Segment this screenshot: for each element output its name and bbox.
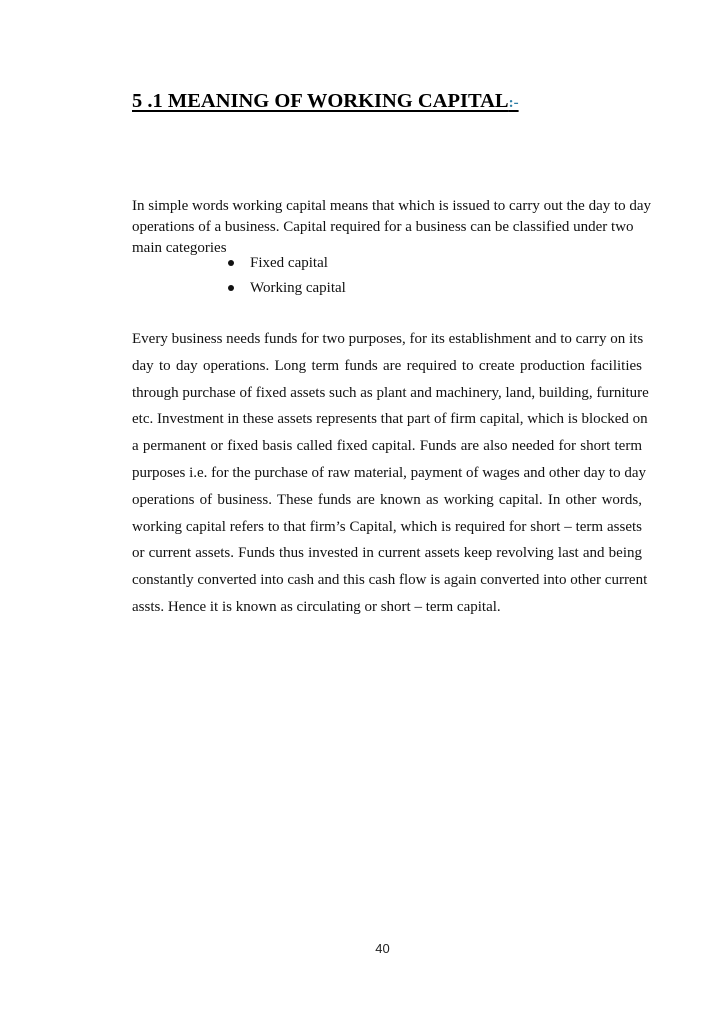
- section-heading-title: 5 .1 MEANING OF WORKING CAPITAL: [132, 90, 509, 112]
- body-line: etc. Investment in these assets represents that part of firm capital, which is blocked on: [132, 411, 648, 428]
- list-item-working-capital: [222, 278, 346, 303]
- capital-categories-list: [222, 253, 346, 303]
- list-item-fixed-capital: [222, 253, 346, 278]
- body-line: a permanent or fixed basis called fixed capital. Funds are also needed for short term: [132, 438, 642, 455]
- body-line: constantly converted into cash and this cash flow is again converted into other current: [132, 572, 648, 589]
- section-heading: [132, 88, 519, 116]
- bullet-icon: [228, 260, 234, 266]
- intro-line: operations of a business. Capital required for a business can be classified under two: [132, 219, 634, 235]
- body-line: assts. Hence it is known as circulating or short – term capital.: [132, 598, 501, 615]
- intro-line: main categories: [132, 240, 227, 256]
- body-paragraph: [132, 329, 649, 624]
- list-item-label: Fixed capital: [250, 255, 328, 271]
- body-line: Every business needs funds for two purposes, for its establishment and to carry on its: [132, 331, 644, 347]
- body-line: operations of business. These funds are known as working capital. In other words,: [132, 491, 642, 508]
- body-line: or current assets. Funds thus invested in current assets keep revolving last and being: [132, 545, 642, 562]
- body-line: through purchase of fixed assets such as plant and machinery, land, building, furniture: [132, 384, 649, 401]
- body-line: day to day operations. Long term funds are required to create production facilities: [132, 357, 642, 374]
- page-number: 40: [375, 941, 390, 956]
- intro-paragraph: [132, 196, 652, 259]
- bullet-icon: [228, 285, 234, 291]
- body-line: working capital refers to that firm’s Capital, which is required for short – term assets: [132, 518, 642, 535]
- body-line: purposes i.e. for the purchase of raw material, payment of wages and other day to day: [132, 464, 646, 481]
- intro-line: In simple words working capital means that which is issued to carry out the day to day: [132, 198, 652, 214]
- list-item-label: Working capital: [250, 280, 346, 296]
- section-heading-suffix: :-: [508, 95, 519, 111]
